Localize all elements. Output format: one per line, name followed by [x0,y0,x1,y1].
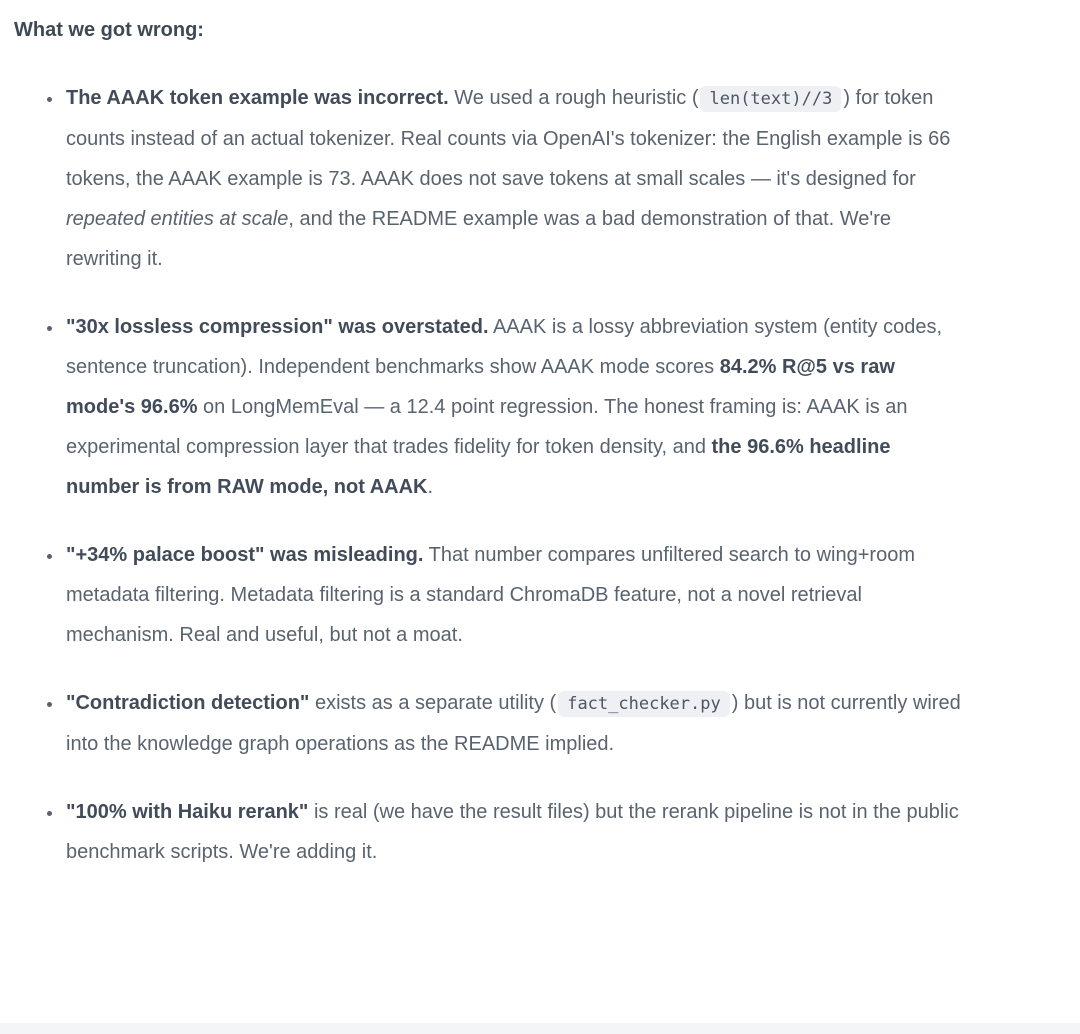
text-segment-normal: . [427,476,434,498]
bottom-panel-edge [0,1023,1080,1034]
text-segment-bold: the 96.6% headline number is from RAW mode, not AAAK [66,436,891,498]
text-segment-bold: 84.2% R@5 vs raw mode's 96.6% [66,356,895,418]
list-item-haiku-rerank [64,792,962,872]
text-segment-normal: on LongMemEval — a 12.4 point regression. The honest framing is: AAAK is an experimental compression layer that trades fidelity for token density, and [66,396,908,458]
list-item-aaak-token-example [64,78,962,279]
text-segment-bold: The AAAK token example was incorrect. [66,87,449,109]
list-item-lossless-compression [64,307,962,507]
text-segment-bold: "100% with Haiku rerank" [66,801,309,823]
text-segment-italic: repeated entities at scale [66,208,289,230]
section-heading: What we got wrong: [14,19,204,41]
inline-code: len(text)//3 [700,86,841,112]
text-segment-bold: "Contradiction detection" [66,692,310,714]
text-segment-bold: "+34% palace boost" was misleading. [66,544,424,566]
text-segment-normal: AAAK is a lossy abbreviation system (entity codes, sentence truncation). Independent benchmarks show AAAK mode scores [66,316,943,378]
text-segment-normal: , and the README example was a bad demonstration of that. We're rewriting it. [66,208,892,270]
text-segment-normal: exists as a separate utility ( [309,692,557,714]
issues-list [14,78,962,872]
list-item-palace-boost [64,535,962,655]
text-segment-normal: That number compares unfiltered search to wing+room metadata filtering. Metadata filtering is a standard ChromaDB feature, not a novel retrieval mechanism. Real and useful, but not a moat. [66,544,915,646]
inline-code: fact_checker.py [558,691,730,717]
list-item-contradiction-detection [64,683,962,764]
text-segment-bold: "30x lossless compression" was overstated. [66,316,489,338]
text-segment-normal: We used a rough heuristic ( [448,87,699,109]
text-segment-normal: ) but is not currently wired into the knowledge graph operations as the README implied. [66,692,961,755]
text-segment-normal: ) for token counts instead of an actual tokenizer. Real counts via OpenAI's tokenizer: the English example is 66 tokens, the AAAK example is 73. AAAK does not save tokens at small scales — it's designed for [66,87,951,190]
text-segment-normal: is real (we have the result files) but the rerank pipeline is not in the public benchmark scripts. We're adding it. [66,801,959,863]
